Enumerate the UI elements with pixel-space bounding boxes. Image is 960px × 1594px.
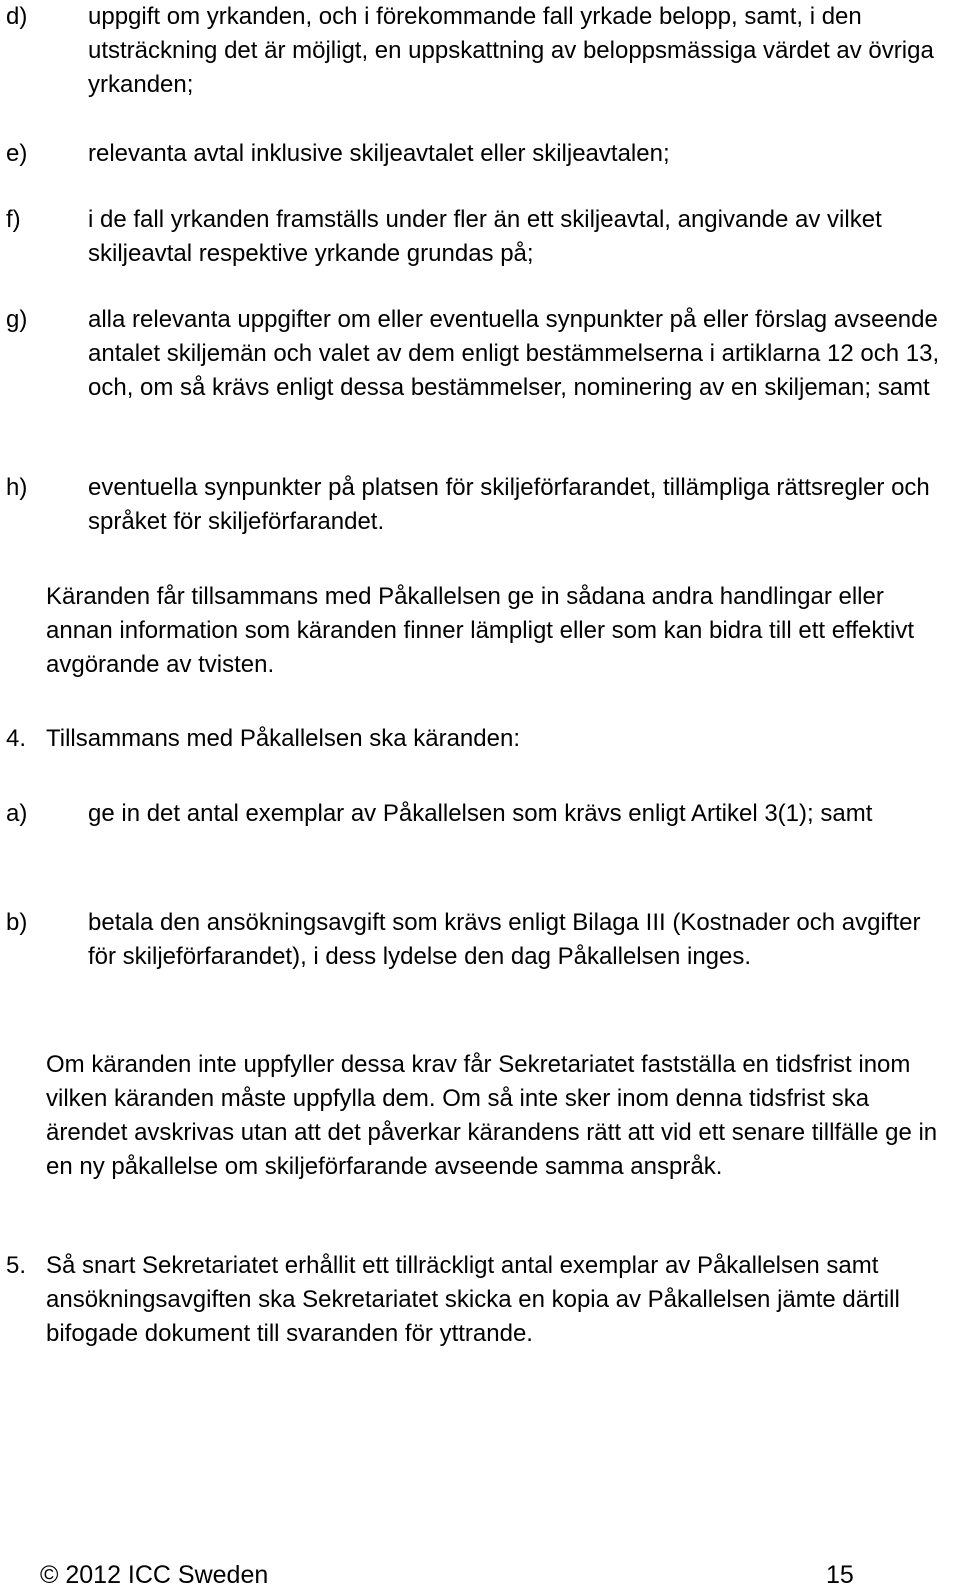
section-text: Så snart Sekretariatet erhållit ett tillräckligt antal exemplar av Påkallelsen samt ansökningsavgiften ska Sekretariatet skicka en kopia av Påkallelsen jämte därtill bifogade dokument till svaranden för yttrande. xyxy=(46,1252,900,1347)
list-text: ge in det antal exemplar av Påkallelsen som krävs enligt Artikel 3(1); samt xyxy=(88,800,873,827)
list-text: betala den ansökningsavgift som krävs enligt Bilaga III (Kostnader och avgifter för skiljeförfarandet), i dess lydelse den dag Påkallelsen inges. xyxy=(88,909,921,970)
section-number: 5. xyxy=(6,1252,27,1279)
section-number: 4. xyxy=(6,725,27,752)
list-text: alla relevanta uppgifter om eller eventuella synpunkter på eller förslag avseende antalet skiljemän och valet av dem enligt bestämmelserna i artiklarna 12 och 13, och, om så krävs enligt dessa bestämmelser, nominering av en skiljeman; samt xyxy=(88,306,940,401)
section-text: Tillsammans med Påkallelsen ska käranden: xyxy=(46,725,520,752)
list-label: a) xyxy=(6,800,28,827)
list-label: h) xyxy=(6,474,28,501)
list-label: b) xyxy=(6,909,28,936)
list-text: eventuella synpunkter på platsen för skiljeförfarandet, tillämpliga rättsregler och språket för skiljeförfarandet. xyxy=(88,474,930,535)
page-footer xyxy=(0,1556,960,1594)
copyright-notice: © 2012 ICC Sweden xyxy=(40,1561,269,1589)
paragraph-documents: Käranden får tillsammans med Påkallelsen ge in sådana andra handlingar eller annan information som käranden finner lämpligt eller som kan bidra till ett effektivt avgörande av tvisten. xyxy=(46,583,914,678)
list-text: uppgift om yrkanden, och i förekommande fall yrkade belopp, samt, i den utsträckning det är möjligt, en uppskattning av beloppsmässiga värdet av övriga yrkanden; xyxy=(88,3,934,98)
page-number: 15 xyxy=(826,1561,854,1589)
list-text: relevanta avtal inklusive skiljeavtalet eller skiljeavtalen; xyxy=(88,140,670,167)
list-label: e) xyxy=(6,140,28,167)
list-text: i de fall yrkanden framställs under fler än ett skiljeavtal, angivande av vilket skiljeavtal respektive yrkande grundas på; xyxy=(88,206,882,267)
list-label: d) xyxy=(6,3,28,30)
paragraph-deadline: Om käranden inte uppfyller dessa krav får Sekretariatet fastställa en tidsfrist inom vilken käranden måste uppfylla dem. Om så inte sker inom denna tidsfrist ska ärendet avskrivas utan att det påverkar kärandens rätt att vid ett senare tillfälle ge in en ny påkallelse om skiljeförfarande avseende samma anspråk. xyxy=(46,1051,938,1180)
list-label: f) xyxy=(6,206,21,233)
list-label: g) xyxy=(6,306,28,333)
